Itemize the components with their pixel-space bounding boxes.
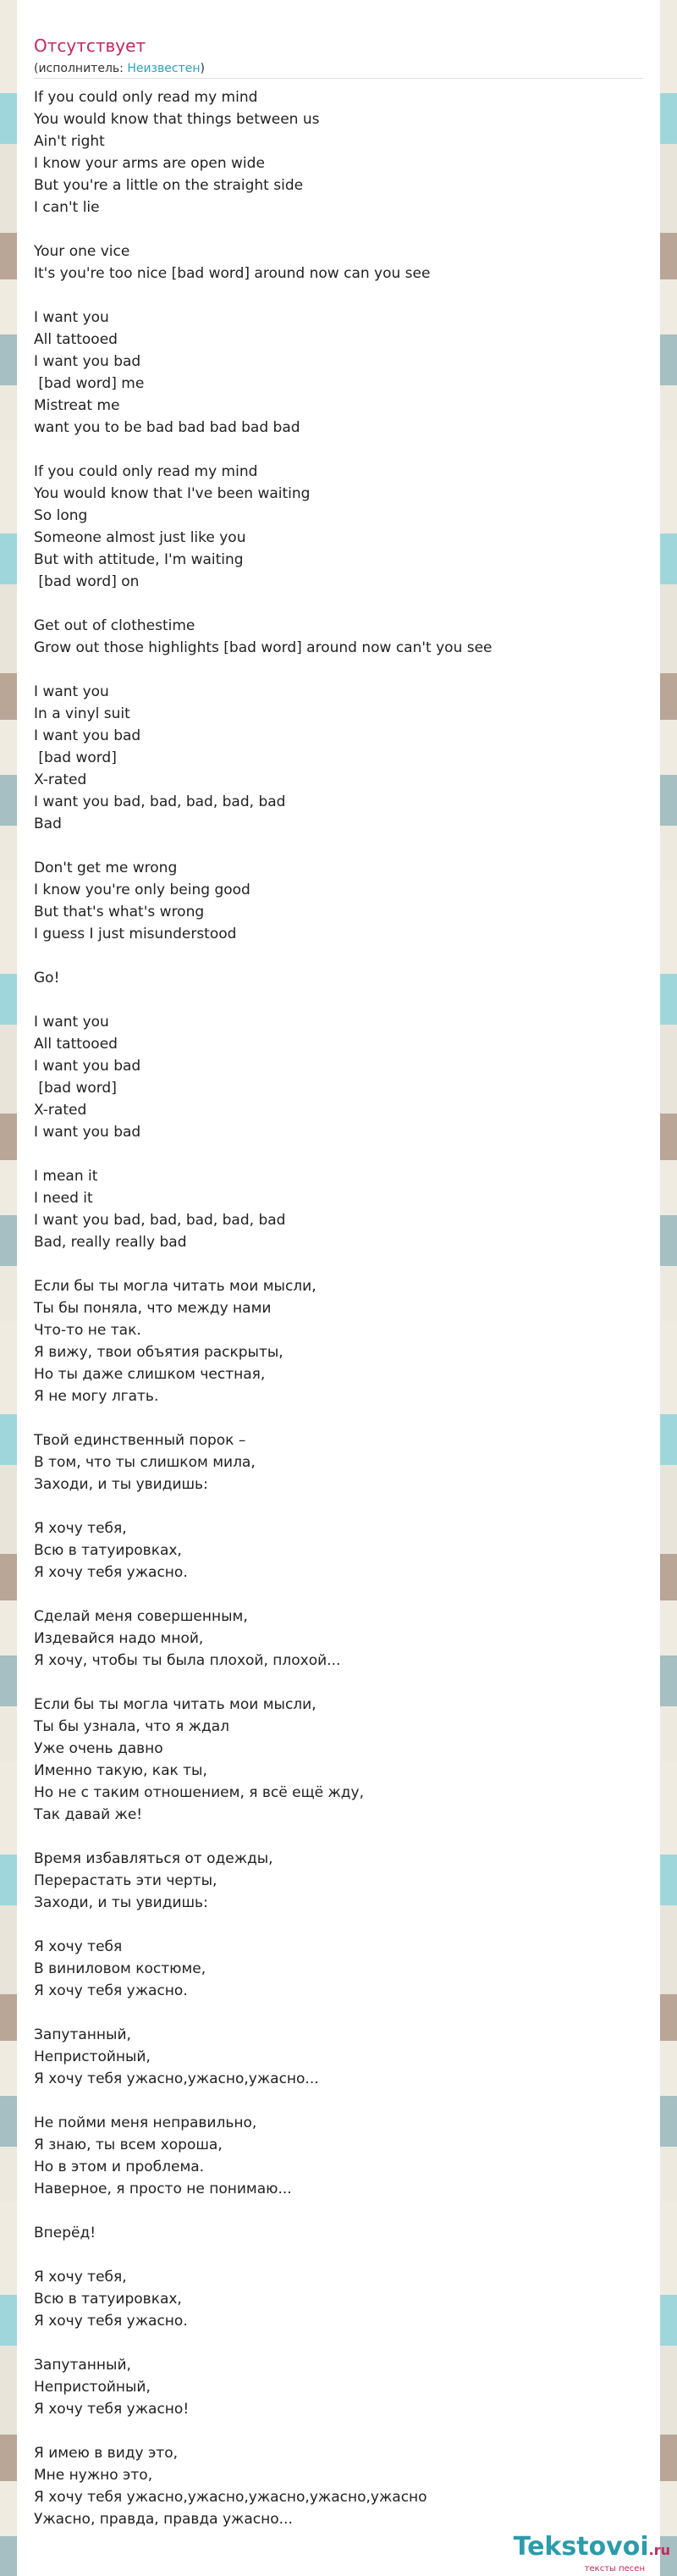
lyric-line	[34, 1143, 643, 1165]
lyric-line: Get out of clothestime	[34, 617, 195, 634]
background-stripe-right	[660, 0, 677, 2576]
lyric-line: All tattooed	[34, 331, 118, 348]
lyric-line	[34, 439, 643, 461]
title-divider	[34, 78, 643, 79]
lyric-line: So long	[34, 507, 88, 524]
lyric-line: I want you bad	[34, 353, 141, 370]
lyric-line: I know you're only being good	[34, 882, 250, 898]
lyric-line: Я вижу, твои объятия раскрыты,	[34, 1344, 283, 1361]
lyric-line	[34, 285, 643, 307]
lyric-line: I want you	[34, 1014, 109, 1031]
lyric-line: Я хочу тебя,	[34, 2269, 127, 2286]
lyric-line: Я не могу лгать.	[34, 1388, 159, 1405]
lyric-line	[34, 659, 643, 681]
lyric-line: I mean it	[34, 1168, 98, 1185]
lyric-line: If you could only read my mind	[34, 89, 258, 106]
lyric-line: Я хочу тебя ужасно,ужасно,ужасно...	[34, 2070, 319, 2087]
lyric-line: Издевайся надо мной,	[34, 1630, 204, 1647]
background-stripe-left	[0, 0, 17, 2576]
lyric-line	[34, 1914, 643, 1936]
artist-link[interactable]: Неизвестен	[127, 62, 201, 75]
lyric-line: Я хочу тебя ужасно.	[34, 1564, 188, 1581]
lyric-line: X-rated	[34, 771, 87, 788]
lyric-line: I know your arms are open wide	[34, 155, 265, 172]
lyric-line: Grow out those highlights [bad word] around now can't you see	[34, 639, 493, 656]
lyric-line: Но в этом и проблема.	[34, 2159, 205, 2175]
lyric-line: Ты бы узнала, что я ждал	[34, 1718, 229, 1735]
lyric-line: Всю в татуировках,	[34, 1542, 182, 1559]
lyric-line: Someone almost just like you	[34, 529, 246, 546]
logo-tagline: тексты песен	[584, 2564, 645, 2573]
lyric-line: Я знаю, ты всем хороша,	[34, 2137, 223, 2153]
lyric-line: Перерастать эти черты,	[34, 1872, 217, 1889]
lyric-line: Всю в татуировках,	[34, 2291, 182, 2308]
lyric-line: It's you're too nice [bad word] around now can you see	[34, 265, 431, 282]
lyric-line: I want you bad, bad, bad, bad, bad	[34, 793, 286, 810]
lyric-line: I want you bad	[34, 1058, 141, 1075]
lyric-line	[34, 2420, 643, 2442]
lyric-line: I can't lie	[34, 199, 100, 216]
lyric-line: Именно такую, как ты,	[34, 1762, 207, 1779]
lyric-line: [bad word] me	[34, 375, 145, 392]
lyric-line: I need it	[34, 1190, 93, 1207]
lyric-line: I want you	[34, 309, 109, 326]
lyric-line	[34, 2244, 643, 2266]
lyric-line: In a vinyl suit	[34, 705, 130, 722]
lyric-line: Ужасно, правда, правда ужасно...	[34, 2511, 293, 2528]
lyric-line: But that's what's wrong	[34, 904, 205, 920]
lyric-line: Время избавляться от одежды,	[34, 1850, 273, 1867]
lyric-line: Мне нужно это,	[34, 2467, 153, 2484]
lyric-line	[34, 2200, 643, 2222]
lyric-line: I want you bad	[34, 1124, 141, 1141]
lyric-line	[34, 2002, 643, 2024]
lyric-line	[34, 1672, 643, 1694]
artist-prefix: (исполнитель:	[34, 62, 128, 75]
lyric-line	[34, 593, 643, 615]
lyric-line: Я хочу тебя,	[34, 1520, 127, 1537]
lyric-line	[34, 1407, 643, 1429]
lyrics-text	[34, 86, 643, 2530]
lyric-line: Я имею в виду это,	[34, 2445, 179, 2462]
lyric-line: I want you bad	[34, 727, 141, 744]
artist-line	[34, 61, 205, 76]
lyric-line: Mistreat me	[34, 397, 120, 414]
lyric-line: If you could only read my mind	[34, 463, 258, 480]
lyric-line	[34, 989, 643, 1011]
lyric-line: Твой единственный порок –	[34, 1432, 246, 1449]
lyric-line: Что-то не так.	[34, 1322, 141, 1339]
lyric-line: Я хочу тебя ужасно!	[34, 2401, 190, 2418]
lyric-line: Go!	[34, 970, 60, 987]
lyric-line: Я хочу тебя	[34, 1938, 123, 1955]
lyric-line: В том, что ты слишком мила,	[34, 1454, 256, 1471]
lyric-line: Если бы ты могла читать мои мысли,	[34, 1278, 316, 1295]
lyrics-card	[17, 0, 660, 2576]
lyric-line: Заходи, и ты увидишь:	[34, 1894, 208, 1911]
lyric-line: Если бы ты могла читать мои мысли,	[34, 1696, 316, 1713]
lyric-line: Но ты даже слишком честная,	[34, 1366, 266, 1383]
lyric-line: But with attitude, I'm waiting	[34, 551, 244, 568]
lyric-line: Я хочу, чтобы ты была плохой, плохой...	[34, 1652, 341, 1669]
logo-main-text: Tekstovoi	[513, 2532, 649, 2562]
lyric-line: Your one vice	[34, 243, 130, 260]
lyric-line	[34, 1495, 643, 1517]
logo-tld: .ru	[648, 2542, 670, 2558]
lyric-line: В виниловом костюме,	[34, 1960, 206, 1977]
artist-suffix: )	[200, 62, 205, 75]
lyric-line: Ты бы поняла, что между нами	[34, 1300, 272, 1317]
lyric-line: Вперёд!	[34, 2225, 96, 2242]
song-title: Отсутствует	[34, 36, 146, 56]
lyric-line: [bad word] on	[34, 573, 140, 590]
lyric-line: Bad, really really bad	[34, 1234, 187, 1251]
lyric-line	[34, 1584, 643, 1606]
lyric-line	[34, 1253, 643, 1275]
lyric-line: Так давай же!	[34, 1806, 143, 1823]
lyric-line: Bad	[34, 815, 62, 832]
lyric-line: Запутанный,	[34, 2026, 131, 2043]
lyric-line: Но не с таким отношением, я всё ещё жду,	[34, 1784, 364, 1801]
lyric-line	[34, 218, 643, 240]
lyric-line: Наверное, я просто не понимаю...	[34, 2181, 292, 2197]
lyric-line: Я хочу тебя ужасно.	[34, 1982, 188, 1999]
lyric-line: All tattooed	[34, 1036, 118, 1053]
lyric-line	[34, 2090, 643, 2112]
lyric-line: Уже очень давно	[34, 1740, 163, 1757]
lyric-line: X-rated	[34, 1102, 87, 1119]
lyric-line: I want you bad, bad, bad, bad, bad	[34, 1212, 286, 1229]
lyric-line: Сделай меня совершенным,	[34, 1608, 248, 1625]
lyric-line: I guess I just misunderstood	[34, 926, 237, 943]
lyric-line: Заходи, и ты увидишь:	[34, 1476, 208, 1493]
lyric-line	[34, 2332, 643, 2354]
lyric-line: Непристойный,	[34, 2048, 151, 2065]
lyric-line: I want you	[34, 683, 109, 700]
lyric-line: Я хочу тебя ужасно,ужасно,ужасно,ужасно,ужасно	[34, 2489, 427, 2506]
lyric-line: want you to be bad bad bad bad bad	[34, 419, 300, 436]
site-logo[interactable]	[514, 2534, 670, 2574]
lyric-line	[34, 1826, 643, 1848]
lyric-line: Непристойный,	[34, 2379, 151, 2396]
lyric-line	[34, 945, 643, 967]
lyric-line	[34, 835, 643, 857]
lyric-line: Я хочу тебя ужасно.	[34, 2313, 188, 2330]
lyric-line: [bad word]	[34, 749, 117, 766]
lyric-line: Ain't right	[34, 133, 105, 150]
lyric-line: But you're a little on the straight side	[34, 177, 304, 194]
lyric-line: Запутанный,	[34, 2357, 131, 2374]
lyric-line: You would know that I've been waiting	[34, 485, 311, 502]
logo-wordmark	[514, 2534, 670, 2564]
lyric-line: Не пойми меня неправильно,	[34, 2114, 257, 2131]
lyric-line: Don't get me wrong	[34, 860, 178, 876]
lyric-line: [bad word]	[34, 1080, 117, 1097]
lyric-line: You would know that things between us	[34, 111, 320, 128]
